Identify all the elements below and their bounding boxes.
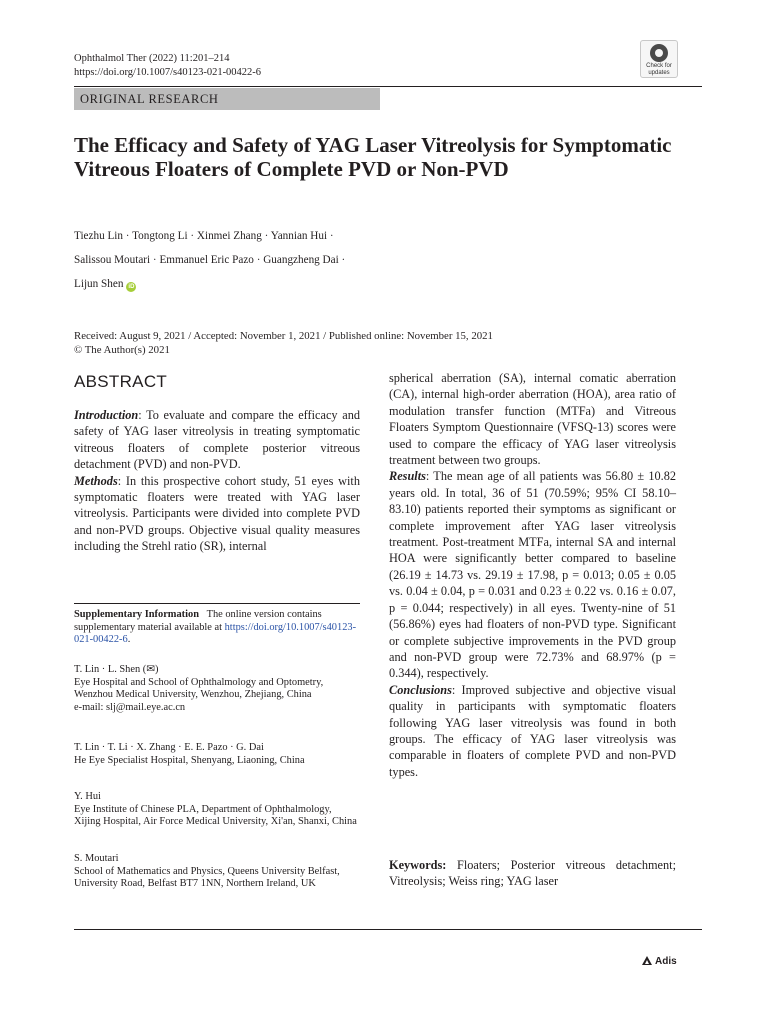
affiliation-names: T. Lin · T. Li · X. Zhang · E. E. Pazo · G. Dai bbox=[74, 742, 264, 753]
check-updates-icon bbox=[650, 44, 668, 62]
footer-divider bbox=[74, 929, 702, 930]
abstract-right-column bbox=[389, 370, 676, 780]
results-paragraph bbox=[389, 468, 676, 681]
check-for-updates-button[interactable] bbox=[640, 40, 678, 78]
results-label: Results bbox=[389, 469, 426, 484]
affiliation-address: Eye Institute of Chinese PLA, Department of Ophthalmology, Xijing Hospital, Air Force Medical University, Xi'an, Shanxi, China bbox=[74, 803, 357, 827]
results-text: : The mean age of all patients was 56.80 ± 10.82 years old. In total, 36 of 51 (70.59%; 95% CI 58.10–83.10) patients reported their symptoms as significant or complete improvement after YAG laser vitreolysis treatment. Post-treatment MTFa, internal SA and internal HOA were significantly better compared to baseline (26.19 ± 14.73 vs. 29.19 ± 17.98, p = 0.013; 0.05 ± 0.05 vs. 0.04 ± 0.04, p = 0.031 and 0.23 ± 0.22 vs. 0.16 ± 0.07, p = 0.044; respectively) in all eyes. Twenty-nine of 51 (56.86%) eyes had floaters of non-PVD type. Significant or complete subjective improvements in the PVD group and non-PVD group were 72.73% and 68.97% (p = 0.344), respectively. bbox=[389, 469, 676, 681]
author-line: Tiezhu Lin · Tongtong Li · Xinmei Zhang · Yannian Hui · bbox=[74, 230, 334, 242]
doi-link[interactable]: https://doi.org/10.1007/s40123-021-00422-6 bbox=[74, 67, 262, 78]
methods-text: : In this prospective cohort study, 51 eyes with symptomatic floaters were treated with YAG laser vitreolysis. Participants were divided into complete PVD and non-PVD groups. Objective visual quality measures including the Strehl ratio (SR), internal bbox=[74, 473, 360, 554]
introduction-text: : To evaluate and compare the efficacy and safety of YAG laser vitreolysis in treating symptomatic vitreous floaters of complete posterior vitreous detachment (PVD) and non-PVD. bbox=[74, 408, 360, 472]
header-divider bbox=[74, 86, 702, 87]
supplementary-label: Supplementary Information bbox=[74, 609, 199, 620]
journal-header bbox=[74, 52, 261, 80]
supplementary-info bbox=[74, 609, 360, 647]
conclusions-label: Conclusions bbox=[389, 682, 452, 697]
check-updates-label: Check for updates bbox=[646, 63, 672, 76]
affiliation-block bbox=[74, 791, 360, 829]
methods-paragraph bbox=[74, 473, 360, 555]
publisher-name: Adis bbox=[655, 956, 677, 967]
conclusions-paragraph bbox=[389, 682, 676, 780]
affiliation-block bbox=[74, 853, 360, 891]
supplementary-divider bbox=[74, 603, 360, 604]
keywords-label: Keywords: bbox=[389, 858, 447, 872]
methods-label: Methods bbox=[74, 473, 118, 488]
affiliation-names: Y. Hui bbox=[74, 791, 101, 802]
orcid-icon[interactable]: iD bbox=[128, 284, 135, 290]
affiliation-address: He Eye Specialist Hospital, Shenyang, Liaoning, China bbox=[74, 754, 305, 766]
copyright-line: © The Author(s) 2021 bbox=[74, 344, 170, 356]
affiliation-block bbox=[74, 664, 360, 714]
keywords-text: Floaters; Posterior vitreous detachment; Vitreolysis; Weiss ring; YAG laser bbox=[389, 858, 676, 889]
introduction-paragraph bbox=[74, 407, 360, 473]
author-list bbox=[74, 224, 474, 296]
affiliation-address: Eye Hospital and School of Ophthalmology and Optometry, Wenzhou Medical University, Wenzhou, Zhejiang, China bbox=[74, 676, 324, 700]
dates-line: Received: August 9, 2021 / Accepted: November 1, 2021 / Published online: November 15, 2021 bbox=[74, 330, 493, 342]
abstract-heading: ABSTRACT bbox=[74, 372, 168, 391]
author-line: Salissou Moutari · Emmanuel Eric Pazo · Guangzheng Dai · bbox=[74, 254, 346, 266]
adis-triangle-icon bbox=[642, 956, 652, 965]
affiliation-names: S. Moutari bbox=[74, 853, 119, 864]
author-line bbox=[74, 272, 474, 296]
article-title: The Efficacy and Safety of YAG Laser Vitreolysis for Symptomatic Vitreous Floaters of Complete PVD or Non-PVD bbox=[74, 133, 672, 181]
journal-citation: Ophthalmol Ther (2022) 11:201–214 bbox=[74, 53, 230, 64]
publisher-logo bbox=[642, 956, 677, 967]
section-banner bbox=[74, 88, 380, 110]
affiliation-email[interactable]: e-mail: slj@mail.eye.ac.cn bbox=[74, 701, 186, 713]
affiliation-address: School of Mathematics and Physics, Queens University Belfast, University Road, Belfast BT7 1NN, Northern Ireland, UK bbox=[74, 865, 340, 889]
section-label: ORIGINAL RESEARCH bbox=[80, 92, 219, 106]
abstract-left-column bbox=[74, 407, 360, 555]
supplementary-end: . bbox=[127, 634, 131, 645]
conclusions-text: : Improved subjective and objective visual quality in participants with symptomatic floaters following YAG laser vitreolysis was found in both groups. The efficacy of YAG laser vitreolysis was comparable in floaters of complete PVD and non-PVD types. bbox=[389, 682, 676, 779]
supplementary-link[interactable]: https://doi.org/10.1007/s40123-021-00422-6 bbox=[74, 621, 357, 645]
methods-continued: spherical aberration (SA), internal comatic aberration (CA), internal high-order aberration (HOA), area ratio of modulation transfer function (MTFa) and Vitreous Floaters Symptom Questionnaire (VFSQ-13) scores were used to compare the efficacy of YAG laser vitreolysis treatment between two groups. bbox=[389, 371, 676, 468]
affiliation-names: T. Lin · L. Shen (✉) bbox=[74, 664, 159, 675]
supplementary-text: The online version contains supplementary material available at bbox=[74, 609, 322, 633]
publication-dates bbox=[74, 329, 702, 357]
keywords bbox=[389, 857, 676, 890]
author-name: Lijun Shen bbox=[74, 278, 124, 290]
introduction-label: Introduction bbox=[74, 408, 139, 422]
affiliation-block bbox=[74, 742, 360, 767]
